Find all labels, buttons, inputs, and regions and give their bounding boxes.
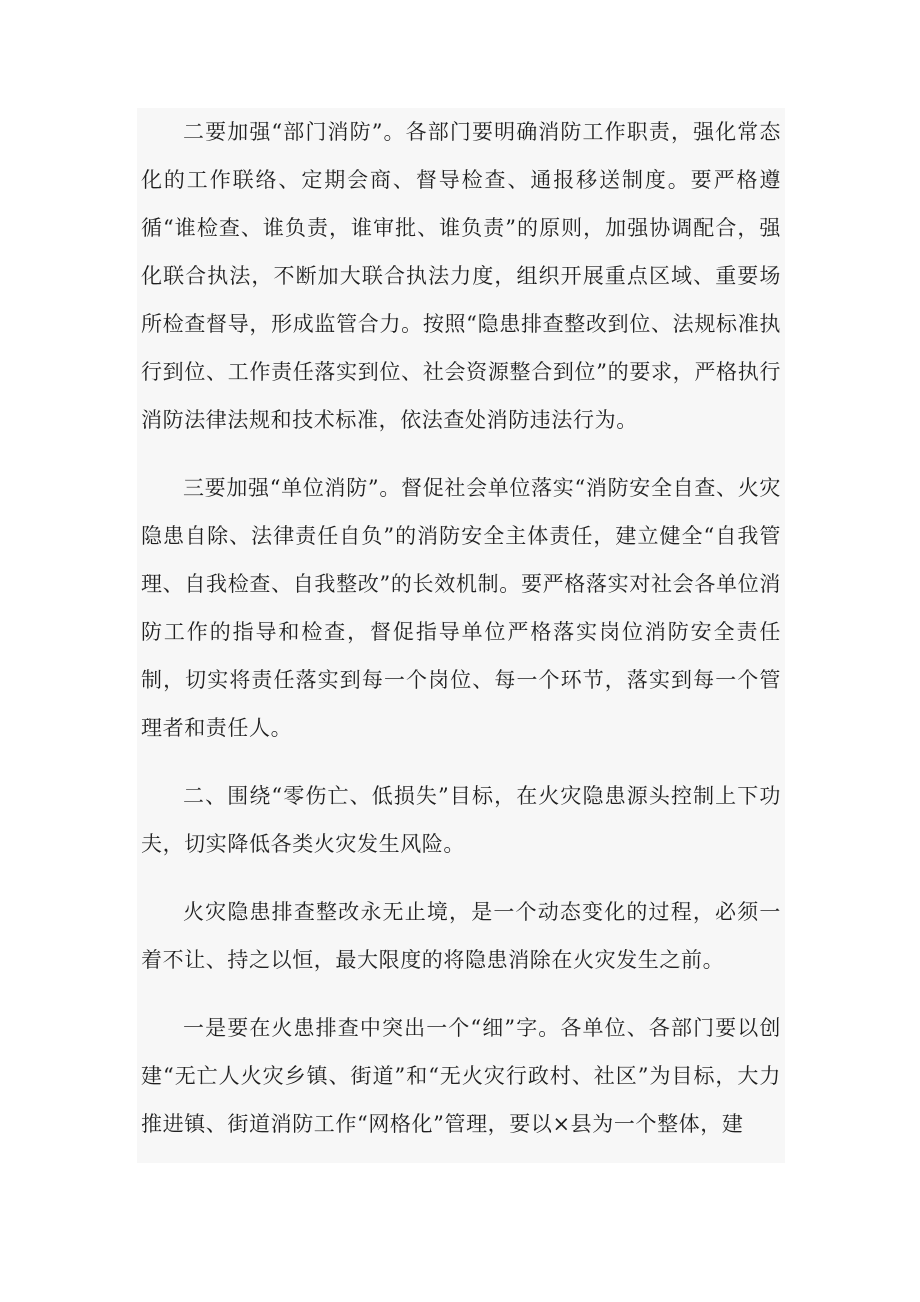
paragraph-section-heading: 二、围绕“零伤亡、低损失”目标，在火灾隐患源头控制上下功夫，切实降低各类火灾发生风险。 bbox=[141, 784, 781, 856]
document-body bbox=[137, 108, 785, 1163]
paragraph-department-fire-safety: 二要加强“部门消防”。各部门要明确消防工作职责，强化常态化的工作联络、定期会商、督导检查、通报移送制度。要严格遵循“谁检查、谁负责，谁审批、谁负责”的原则，加强协调配合，强化联合执法，不断加大联合执法力度，组织开展重点区域、重要场所检查督导，形成监管合力。按照“隐患排查整改到位、法规标准执行到位、工作责任落实到位、社会资源整合到位”的要求，严格执行消防法律法规和技术标准，依法查处消防违法行为。 bbox=[141, 120, 781, 432]
paragraph-hazard-inspection: 火灾隐患排查整改永无止境，是一个动态变化的过程，必须一着不让、持之以恒，最大限度的将隐患消除在火灾发生之前。 bbox=[141, 900, 781, 972]
paragraph-detail-focus: 一是要在火患排查中突出一个“细”字。各单位、各部门要以创建“无亡人火灾乡镇、街道”和“无火灾行政村、社区”为目标，大力推进镇、街道消防工作“网格化”管理，要以×县为一个整体，建 bbox=[141, 1016, 781, 1136]
paragraph-unit-fire-safety: 三要加强“单位消防”。督促社会单位落实“消防安全自查、火灾隐患自除、法律责任自负”的消防安全主体责任，建立健全“自我管理、自我检查、自我整改”的长效机制。要严格落实对社会各单位消防工作的指导和检查，督促指导单位严格落实岗位消防安全责任制，切实将责任落实到每一个岗位、每一个环节，落实到每一个管理者和责任人。 bbox=[141, 476, 781, 740]
